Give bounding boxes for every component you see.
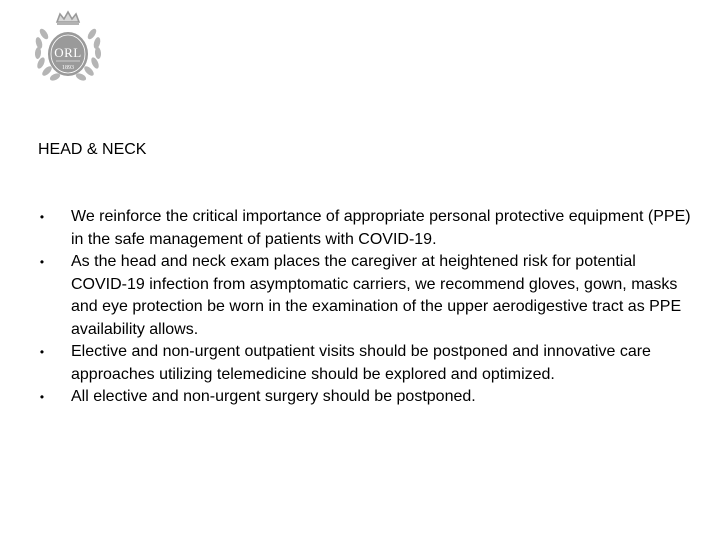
bullet-list — [0, 206, 720, 409]
logo-year: 1893 — [62, 65, 74, 71]
bullet-marker: • — [39, 390, 45, 404]
bullet-text: All elective and non-urgent surgery should be postponed. — [71, 388, 476, 405]
bullet-text: We reinforce the critical importance of appropriate personal protective equipment (PPE) in the safe management of patients with COVID-19. — [71, 208, 691, 248]
bullet-marker: • — [39, 345, 45, 359]
list-item — [0, 251, 691, 341]
list-item — [0, 206, 691, 251]
bullet-marker: • — [39, 255, 45, 269]
crown-icon — [57, 12, 79, 24]
bullet-marker: • — [39, 210, 45, 224]
list-item — [0, 341, 691, 386]
slide-heading: HEAD & NECK — [38, 141, 147, 158]
list-item — [0, 386, 691, 409]
logo-monogram: ORL — [54, 45, 82, 60]
bullet-text: As the head and neck exam places the caregiver at heightened risk for potential COVID-19 infection from asymptomatic carriers, we recommend gloves, gown, masks and eye protection be worn in the examination of the upper aerodigestive tract as PPE availability allows. — [71, 253, 682, 338]
orl-logo — [26, 8, 110, 88]
bullet-text: Elective and non-urgent outpatient visits should be postponed and innovative care approaches utilizing telemedicine should be explored and optimized. — [71, 343, 651, 383]
